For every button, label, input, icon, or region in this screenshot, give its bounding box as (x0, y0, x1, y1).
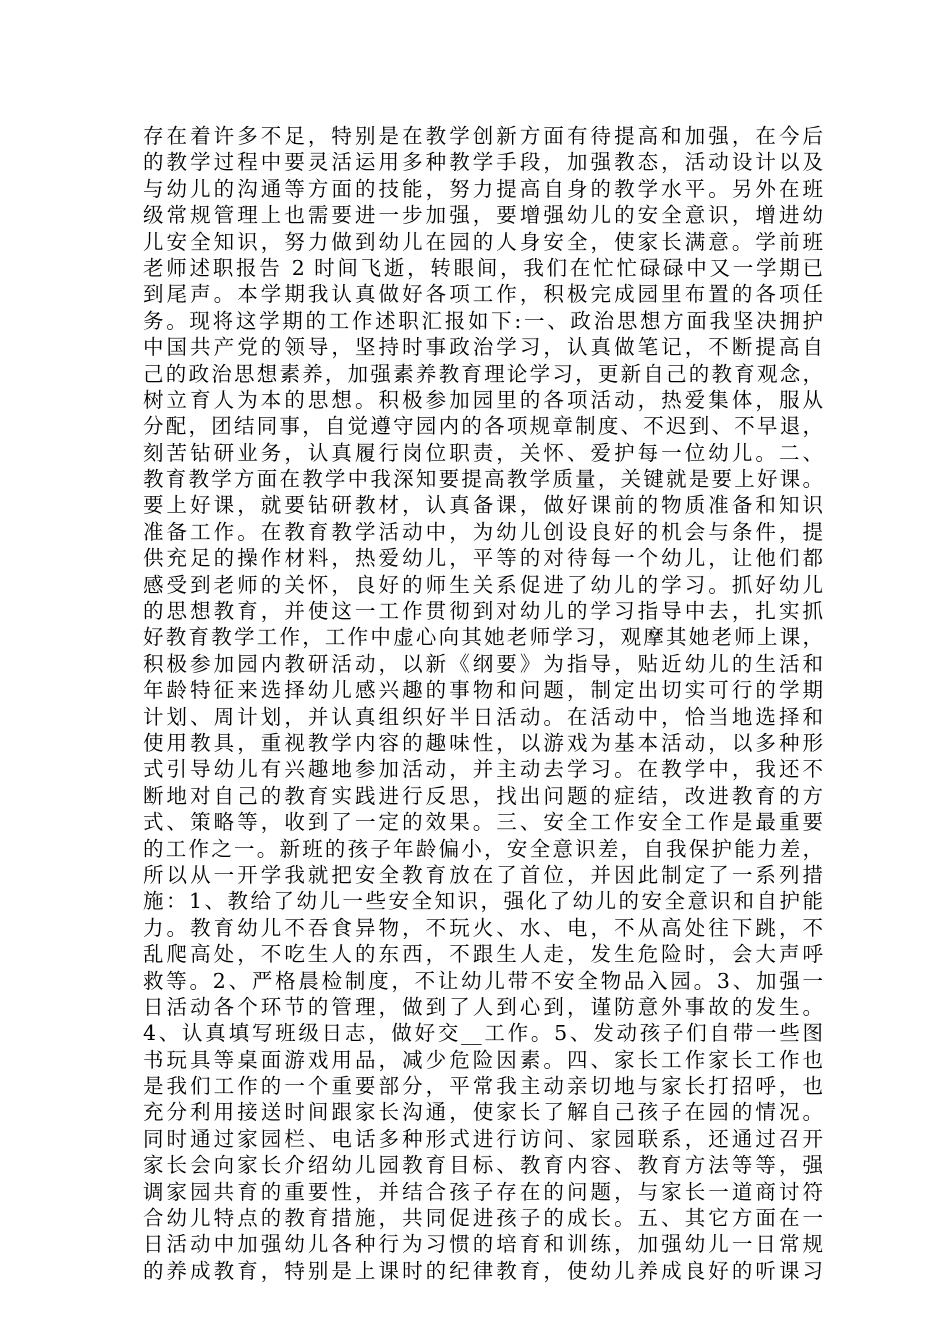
text-line: 式引导幼儿有兴趣地参加活动，并主动去学习。在教学中，我还不 (143, 757, 823, 782)
text-line: 调家园共育的重要性，并结合孩子存在的问题，与家长一道商讨符 (143, 1179, 823, 1204)
text-line: 计划、周计划，并认真组织好半日活动。在活动中，恰当地选择和 (143, 704, 823, 729)
text-line: 供充足的操作材料，热爱幼儿，平等的对待每一个幼儿，让他们都 (143, 546, 823, 571)
text-line: 准备工作。在教育教学活动中，为幼儿创设良好的机会与条件，提 (143, 519, 823, 544)
text-line: 教育教学方面在教学中我深知要提高教学质量，关键就是要上好课。 (143, 467, 823, 492)
text-line: 树立育人为本的思想。积极参加园里的各项活动，热爱集体，服从 (143, 387, 823, 412)
text-line: 救等。2、严格晨检制度，不让幼儿带不安全物品入园。3、加强一 (143, 968, 823, 993)
text-line: 乱爬高处，不吃生人的东西，不跟生人走，发生危险时，会大声呼 (143, 942, 823, 967)
text-line: 级常规管理上也需要进一步加强，要增强幼儿的安全意识，增进幼 (143, 203, 823, 228)
text-line: 到尾声。本学期我认真做好各项工作，积极完成园里布置的各项任 (143, 282, 823, 307)
body-text (143, 123, 823, 1284)
text-line: 4、认真填写班级日志，做好交__工作。5、发动孩子们自带一些图 (143, 1021, 823, 1046)
text-line: 刻苦钻研业务，认真履行岗位职责，关怀、爱护每一位幼儿。二、 (143, 440, 823, 465)
text-line: 施：1、教给了幼儿一些安全知识，强化了幼儿的安全意识和自护能 (143, 889, 823, 914)
text-line: 的教学过程中要灵活运用多种教学手段，加强教态，活动设计以及 (143, 150, 823, 175)
text-line: 的思想教育，并使这一工作贯彻到对幼儿的学习指导中去，扎实抓 (143, 599, 823, 624)
text-line: 感受到老师的关怀，良好的师生关系促进了幼儿的学习。抓好幼儿 (143, 572, 823, 597)
text-line: 务。现将这学期的工作述职汇报如下:一、政治思想方面我坚决拥护 (143, 308, 823, 333)
text-line: 要上好课，就要钻研教材，认真备课，做好课前的物质准备和知识 (143, 493, 823, 518)
text-line: 的养成教育，特别是上课时的纪律教育，使幼儿养成良好的听课习 (143, 1258, 823, 1283)
text-line: 使用教具，重视教学内容的趣味性，以游戏为基本活动，以多种形 (143, 730, 823, 755)
text-line: 儿安全知识，努力做到幼儿在园的人身安全，使家长满意。学前班 (143, 229, 823, 254)
text-line: 与幼儿的沟通等方面的技能，努力提高自身的教学水平。另外在班 (143, 176, 823, 201)
text-line: 充分利用接送时间跟家长沟通，使家长了解自己孩子在园的情况。 (143, 1100, 823, 1125)
text-line: 的工作之一。新班的孩子年龄偏小，安全意识差，自我保护能力差， (143, 836, 823, 861)
text-line: 积极参加园内教研活动，以新《纲要》为指导，贴近幼儿的生活和 (143, 651, 823, 676)
text-line: 老师述职报告 2 时间飞逝，转眼间，我们在忙忙碌碌中又一学期已 (143, 255, 823, 280)
text-line: 书玩具等桌面游戏用品，减少危险因素。四、家长工作家长工作也 (143, 1047, 823, 1072)
text-line: 同时通过家园栏、电话多种形式进行访问、家园联系，还通过召开 (143, 1126, 823, 1151)
text-line: 日活动中加强幼儿各种行为习惯的培育和训练，加强幼儿一日常规 (143, 1232, 823, 1257)
text-line: 年龄特征来选择幼儿感兴趣的事物和问题，制定出切实可行的学期 (143, 678, 823, 703)
text-line: 式、策略等，收到了一定的效果。三、安全工作安全工作是最重要 (143, 810, 823, 835)
text-line: 家长会向家长介绍幼儿园教育目标、教育内容、教育方法等等，强 (143, 1153, 823, 1178)
text-line: 存在着许多不足，特别是在教学创新方面有待提高和加强，在今后 (143, 124, 823, 148)
text-line: 是我们工作的一个重要部分，平常我主动亲切地与家长打招呼，也 (143, 1074, 823, 1099)
text-line: 力。教育幼儿不吞食异物，不玩火、水、电，不从高处往下跳，不 (143, 915, 823, 940)
text-line: 中国共产党的领导，坚持时事政治学习，认真做笔记，不断提高自 (143, 335, 823, 360)
text-line: 分配，团结同事，自觉遵守园内的各项规章制度、不迟到、不早退， (143, 414, 823, 439)
text-line: 己的政治思想素养，加强素养教育理论学习，更新自己的教育观念， (143, 361, 823, 386)
text-line: 所以从一开学我就把安全教育放在了首位，并因此制定了一系列措 (143, 862, 823, 887)
text-line: 好教育教学工作，工作中虚心向其她老师学习，观摩其她老师上课， (143, 625, 823, 650)
text-line: 日活动各个环节的管理，做到了人到心到，谨防意外事故的发生。 (143, 994, 823, 1019)
text-line: 断地对自己的教育实践进行反思，找出问题的症结，改进教育的方 (143, 783, 823, 808)
text-line: 合幼儿特点的教育措施，共同促进孩子的成长。五、其它方面在一 (143, 1206, 823, 1231)
